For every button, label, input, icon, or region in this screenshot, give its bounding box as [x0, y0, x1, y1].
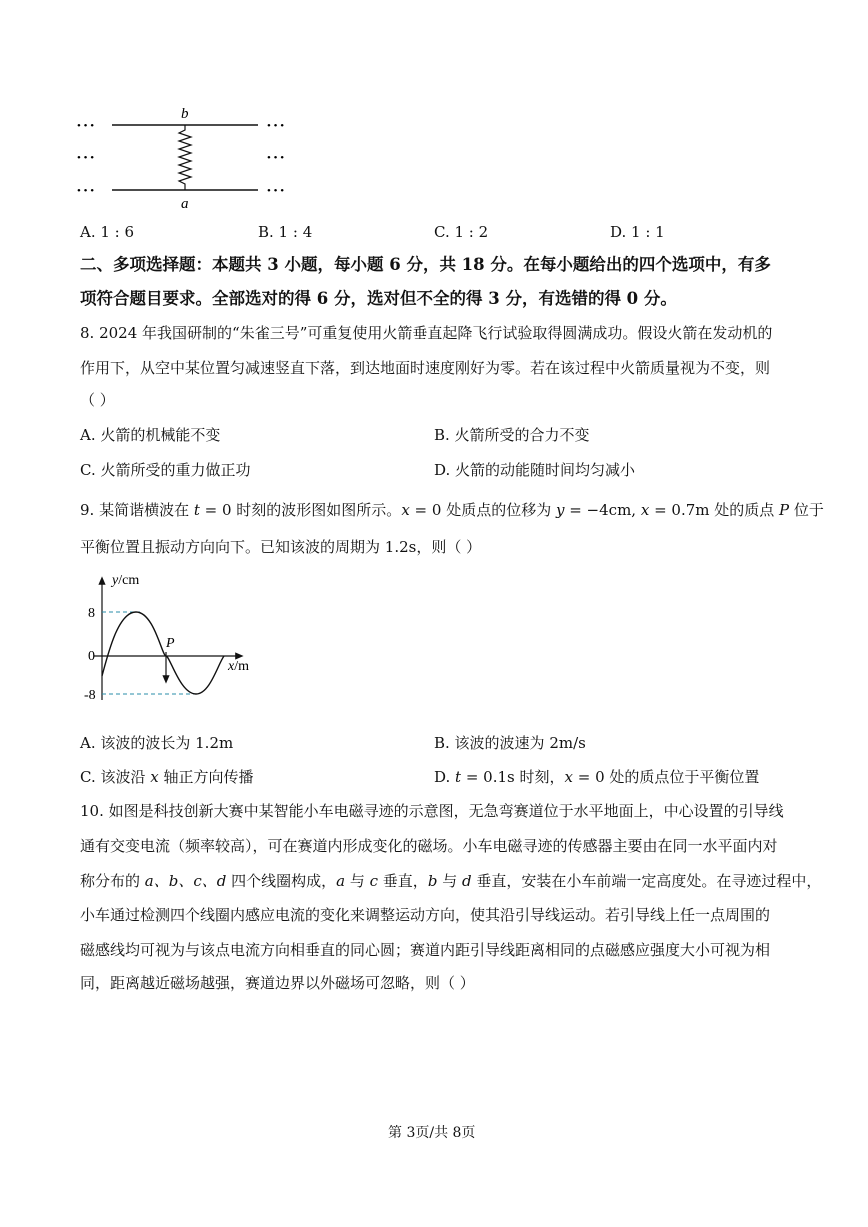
q9-stem-line2: 平衡位置且振动方向向下。已知该波的周期为 1.2s，则（ ）: [80, 538, 482, 556]
point-p-label: P: [166, 636, 175, 651]
q10-stem-line4: 小车通过检测四个线圈内感应电流的变化来调整运动方向，使其沿引导线运动。若引导线上任一点周围的: [80, 906, 771, 924]
dots-left-top: • • •: [77, 120, 95, 132]
dots-right-bottom: • • •: [267, 185, 285, 197]
dots-left-bottom: • • •: [77, 185, 95, 197]
q9-stem-line1: 9. 某简谐横波在 t = 0 时刻的波形图如图所示。x = 0 处质点的位移为 y = −4cm, x = 0.7m 处的质点 P 位于: [80, 501, 824, 519]
q10-stem-line1: 10. 如图是科技创新大赛中某智能小车电磁寻迹的示意图，无急弯赛道位于水平地面上，中心设置的引导线: [80, 802, 784, 820]
tick-8: 8: [88, 606, 95, 621]
q9-wave-graph: [78, 568, 278, 708]
page-number: 第 3页/共 8页: [388, 1125, 476, 1141]
tick-0: 0: [88, 649, 95, 664]
q7-option-c[interactable]: C. 1 : 2: [434, 223, 489, 241]
q9-option-d[interactable]: D. t = 0.1s 时刻，x = 0 处的质点位于平衡位置: [434, 768, 760, 786]
q8-stem-line2: 作用下，从空中某位置匀减速竖直下落，到达地面时速度刚好为零。若在该过程中火箭质量视为不变，则: [80, 359, 771, 377]
q8-stem-line1: 8. 2024 年我国研制的“朱雀三号”可重复使用火箭垂直起降飞行试验取得圆满成功。假设火箭在发动机的: [80, 324, 773, 342]
q9-option-a[interactable]: A. 该波的波长为 1.2m: [80, 734, 234, 752]
wave-curve: [102, 612, 224, 694]
q10-stem-line3: 称分布的 a、b、c、d 四个线圈构成，a 与 c 垂直，b 与 d 垂直，安装在小车前端一定高度处。在寻迹过程中，: [80, 872, 822, 890]
dots-left-mid: • • •: [77, 152, 95, 164]
x-axis-label: x/m: [228, 659, 249, 674]
q8-answer-blank: （ ）: [80, 391, 115, 409]
y-axis-label: y/cm: [112, 573, 140, 588]
label-b: b: [181, 106, 189, 122]
q10-stem-line6: 同，距离越近磁场越强，赛道边界以外磁场可忽略，则（ ）: [80, 974, 475, 992]
q7-figure: [75, 100, 305, 212]
section2-heading-line1: 二、多项选择题：本题共 3 小题，每小题 6 分，共 18 分。在每小题给出的四个选项中，有多: [80, 255, 771, 274]
q9-option-c[interactable]: C. 该波沿 x 轴正方向传播: [80, 768, 254, 786]
q8-option-a[interactable]: A. 火箭的机械能不变: [80, 426, 221, 444]
q9-option-b[interactable]: B. 该波的波速为 2m/s: [434, 734, 586, 752]
section2-heading-line2: 项符合题目要求。全部选对的得 6 分，选对但不全的得 3 分，有选错的得 0 分。: [80, 289, 677, 308]
q8-option-b[interactable]: B. 火箭所受的合力不变: [434, 426, 590, 444]
q7-option-b[interactable]: B. 1 : 4: [258, 223, 313, 241]
dots-right-mid: • • •: [267, 152, 285, 164]
dots-right-top: • • •: [267, 120, 285, 132]
q8-option-d[interactable]: D. 火箭的动能随时间均匀减小: [434, 461, 636, 479]
q10-stem-line2: 通有交变电流（频率较高），可在赛道内形成变化的磁场。小车电磁寻迹的传感器主要由在同一水平面内对: [80, 837, 778, 855]
q10-stem-line5: 磁感线均可视为与该点电流方向相垂直的同心圆；赛道内距引导线距离相同的点磁感应强度大小可视为相: [80, 941, 771, 959]
label-a: a: [181, 196, 189, 212]
tick-minus8: -8: [84, 688, 96, 703]
spring-icon: [179, 125, 191, 190]
q7-option-d[interactable]: D. 1 : 1: [610, 223, 665, 241]
q8-option-c[interactable]: C. 火箭所受的重力做正功: [80, 461, 251, 479]
q7-option-a[interactable]: A. 1 : 6: [80, 223, 135, 241]
